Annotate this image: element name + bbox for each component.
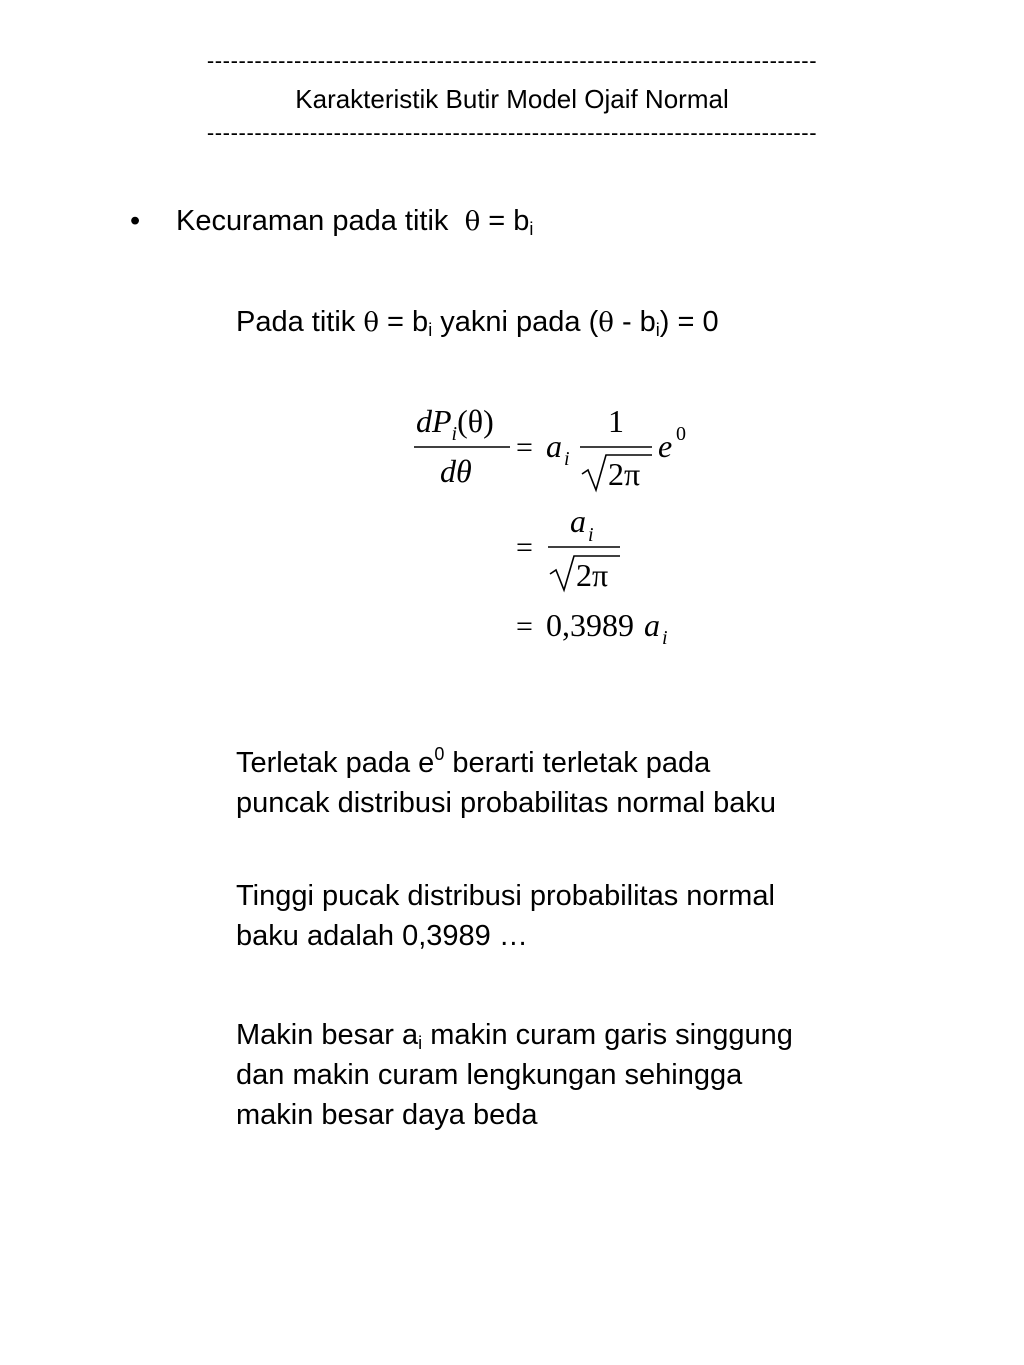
paragraph-line (236, 743, 776, 783)
e-symbol: e (658, 428, 673, 464)
numerator-one: 1 (608, 403, 624, 439)
lhs-numerator: $dP_i(\theta)$ (416, 403, 494, 445)
header-rule-top: ----------------------------------------------------------------------------- (206, 48, 818, 73)
paragraph-text: Makin besar a (236, 1019, 419, 1051)
point-text: - b (613, 306, 656, 338)
subscript: i (418, 1033, 423, 1053)
bullet-symbol: • (130, 205, 141, 237)
page-title: Karakteristik Butir Model Ojaif Normal (295, 84, 729, 114)
bullet-label: Kecuraman pada titik (176, 205, 449, 237)
equals-sign: = (516, 610, 533, 643)
paragraph-line: baku adalah 0,3989 … (236, 920, 528, 952)
paragraph-line: Tinggi pucak distribusi probabilitas normal (236, 880, 775, 912)
subscript: i (662, 627, 668, 649)
paragraph-line (236, 1015, 793, 1055)
paragraph-text: berarti terletak pada (444, 747, 711, 779)
point-text: yakni pada ( (432, 306, 599, 338)
paragraph-line: makin besar daya beda (236, 1099, 538, 1131)
superscript: 0 (434, 744, 445, 764)
lhs-denominator: dθ (440, 453, 472, 489)
equals-sign: = (516, 531, 533, 564)
theta-symbol: θ (598, 308, 614, 338)
paragraph-discrimination (236, 1015, 793, 1135)
theta-symbol: θ (363, 308, 379, 338)
numeric-value: 0,3989 (546, 607, 634, 643)
paragraph-line: puncak distribusi probabilitas normal baku (236, 787, 777, 819)
equals-sign: = (516, 431, 533, 464)
subscript: i (428, 320, 433, 340)
a-symbol: a (644, 607, 660, 643)
subscript: i (564, 448, 570, 470)
paragraph-line: dan makin curam lengkungan sehingga (236, 1059, 743, 1091)
point-text: Pada titik (236, 306, 364, 338)
superscript: 0 (676, 423, 686, 445)
bullet-equals: = b (480, 205, 530, 237)
paragraph-text: makin curam garis singgung (422, 1019, 793, 1051)
two-pi: 2π (608, 456, 641, 492)
subscript: i (529, 219, 534, 239)
subscript: i (655, 320, 660, 340)
a-symbol: a (570, 503, 586, 539)
point-text: = b (379, 306, 429, 338)
header-rule-bottom: ----------------------------------------------------------------------------- (206, 120, 818, 145)
paragraph-height (236, 876, 775, 956)
two-pi: 2π (576, 557, 609, 593)
paragraph-peak (236, 743, 776, 823)
paragraph-text: Terletak pada e (236, 747, 435, 779)
point-text: ) = 0 (659, 306, 719, 338)
subscript: i (588, 524, 594, 546)
a-symbol: a (546, 428, 562, 464)
theta-symbol: θ (464, 207, 481, 237)
